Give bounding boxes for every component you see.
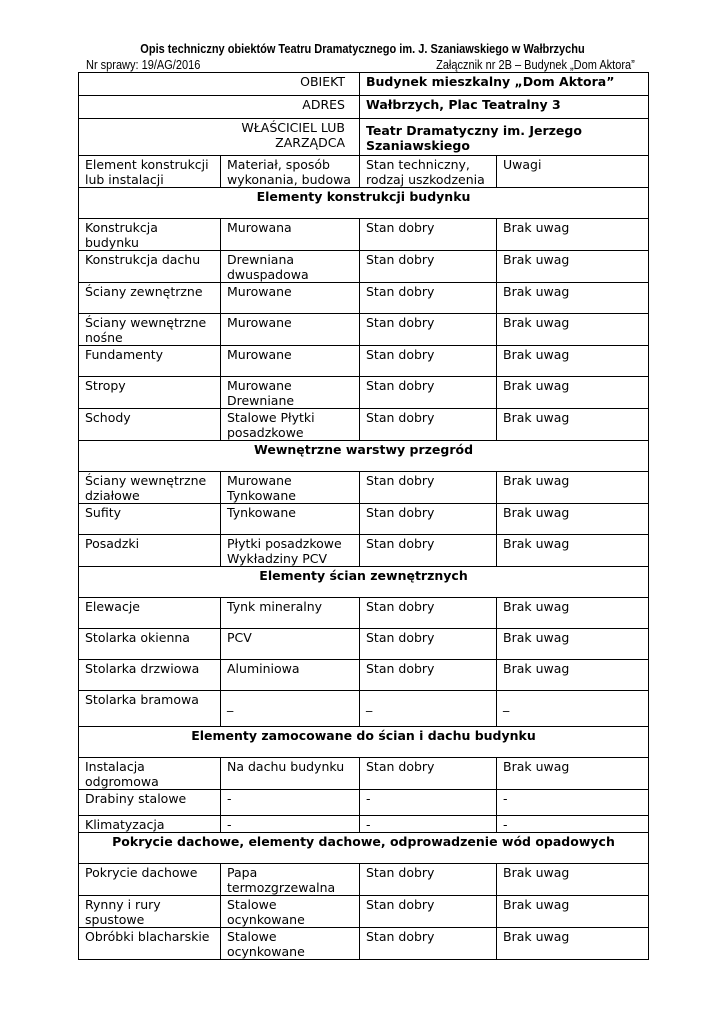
cell-material: Drewniana dwuspadowa: [221, 251, 360, 283]
cell-state: -: [360, 790, 497, 816]
cell-notes: Brak uwag: [497, 864, 649, 896]
table-row: [79, 598, 649, 629]
table-row: [79, 535, 649, 567]
cell-element: Sufity: [79, 504, 221, 535]
col-header-element-l1: Element konstrukcji: [85, 157, 209, 172]
table-row: [79, 472, 649, 504]
cell-notes: Brak uwag: [497, 535, 649, 567]
cell-state: Stan dobry: [360, 219, 497, 251]
table-row: [79, 896, 649, 928]
cell-element: Schody: [79, 409, 221, 441]
col-header-state: [360, 156, 497, 188]
cell-material: Murowane Tynkowane: [221, 472, 360, 504]
cell-notes: Brak uwag: [497, 219, 649, 251]
table-row: [79, 864, 649, 896]
cell-material: Tynk mineralny: [221, 598, 360, 629]
owner-label: [79, 119, 360, 156]
cell-notes: Brak uwag: [497, 598, 649, 629]
cell-notes: Brak uwag: [497, 283, 649, 314]
cell-element: Ściany wewnętrzne nośne: [79, 314, 221, 346]
cell-state: Stan dobry: [360, 896, 497, 928]
cell-notes: Brak uwag: [497, 928, 649, 960]
cell-element: Fundamenty: [79, 346, 221, 377]
section-title: Elementy konstrukcji budynku: [79, 188, 649, 219]
col-header-material: [221, 156, 360, 188]
adres-label: ADRES: [79, 96, 360, 119]
cell-element: Klimatyzacja: [79, 816, 221, 833]
section-header-row: [79, 833, 649, 864]
section-header-row: [79, 188, 649, 219]
col-header-material-l2: wykonania, budowa: [227, 172, 351, 187]
cell-element: Stolarka drzwiowa: [79, 660, 221, 691]
table-row: [79, 409, 649, 441]
cell-notes: Brak uwag: [497, 504, 649, 535]
cell-element: Ściany zewnętrzne: [79, 283, 221, 314]
cell-state: -: [360, 816, 497, 833]
cell-notes: Brak uwag: [497, 629, 649, 660]
cell-element: Elewacje: [79, 598, 221, 629]
cell-material: Stalowe ocynkowane: [221, 928, 360, 960]
cell-state: Stan dobry: [360, 314, 497, 346]
table-row: [79, 660, 649, 691]
cell-material: Murowane Drewniane: [221, 377, 360, 409]
section-title: Wewnętrzne warstwy przegród: [79, 441, 649, 472]
table-row: [79, 219, 649, 251]
cell-state: Stan dobry: [360, 504, 497, 535]
page-title: Opis techniczny obiektów Teatru Dramatycznego im. J. Szaniawskiego w Wałbrzychu: [140, 42, 585, 56]
cell-material: Stalowe Płytki posadzkowe: [221, 409, 360, 441]
cell-state: Stan dobry: [360, 472, 497, 504]
cell-notes: Brak uwag: [497, 377, 649, 409]
technical-description-table: [78, 72, 649, 960]
table-row: [79, 928, 649, 960]
cell-state: Stan dobry: [360, 928, 497, 960]
cell-material: Papa termozgrzewalna: [221, 864, 360, 896]
cell-state: Stan dobry: [360, 598, 497, 629]
table-row: [79, 816, 649, 833]
cell-element: Stropy: [79, 377, 221, 409]
cell-state: Stan dobry: [360, 346, 497, 377]
cell-material: Aluminiowa: [221, 660, 360, 691]
table-row: [79, 790, 649, 816]
cell-state: Stan dobry: [360, 629, 497, 660]
cell-notes: Brak uwag: [497, 660, 649, 691]
cell-element: Stolarka okienna: [79, 629, 221, 660]
cell-state: Stan dobry: [360, 660, 497, 691]
info-row-adres: [79, 96, 649, 119]
table-row: [79, 346, 649, 377]
cell-notes: -: [497, 790, 649, 816]
cell-element: Konstrukcja budynku: [79, 219, 221, 251]
cell-notes: Brak uwag: [497, 896, 649, 928]
cell-element: Rynny i rury spustowe: [79, 896, 221, 928]
adres-value: Wałbrzych, Plac Teatralny 3: [360, 96, 649, 119]
table-row: [79, 629, 649, 660]
col-header-element-l2: lub instalacji: [85, 172, 164, 187]
col-header-state-l2: rodzaj uszkodzenia: [366, 172, 485, 187]
attachment-label: Załącznik nr 2B – Budynek „Dom Aktora”: [436, 58, 635, 72]
section-header-row: [79, 727, 649, 758]
cell-element: Posadzki: [79, 535, 221, 567]
info-row-obiekt: [79, 73, 649, 96]
cell-notes: Brak uwag: [497, 346, 649, 377]
cell-state: Stan dobry: [360, 283, 497, 314]
cell-material: Murowane: [221, 283, 360, 314]
cell-notes: Brak uwag: [497, 251, 649, 283]
cell-material: Na dachu budynku: [221, 758, 360, 790]
table-row: [79, 377, 649, 409]
col-header-element: [79, 156, 221, 188]
cell-material: -: [221, 790, 360, 816]
owner-label-line1: WŁAŚCICIEL LUB: [241, 120, 345, 135]
cell-element: Instalacja odgromowa: [79, 758, 221, 790]
table-row: [79, 504, 649, 535]
cell-material: Płytki posadzkowe Wykładziny PCV: [221, 535, 360, 567]
cell-material: PCV: [221, 629, 360, 660]
section-title: Elementy zamocowane do ścian i dachu budynku: [79, 727, 649, 758]
cell-state: Stan dobry: [360, 864, 497, 896]
cell-notes: _: [497, 691, 649, 727]
cell-state: Stan dobry: [360, 409, 497, 441]
section-header-row: [79, 567, 649, 598]
cell-element: Stolarka bramowa: [79, 691, 221, 727]
cell-material: -: [221, 816, 360, 833]
cell-notes: Brak uwag: [497, 758, 649, 790]
case-number: Nr sprawy: 19/AG/2016: [86, 58, 201, 72]
cell-material: Murowane: [221, 346, 360, 377]
table-row: [79, 758, 649, 790]
section-header-row: [79, 441, 649, 472]
cell-element: Pokrycie dachowe: [79, 864, 221, 896]
obiekt-label: OBIEKT: [79, 73, 360, 96]
cell-notes: Brak uwag: [497, 409, 649, 441]
cell-state: Stan dobry: [360, 535, 497, 567]
cell-state: Stan dobry: [360, 251, 497, 283]
section-title: Elementy ścian zewnętrznych: [79, 567, 649, 598]
cell-material: Tynkowane: [221, 504, 360, 535]
cell-element: Drabiny stalowe: [79, 790, 221, 816]
table-row: [79, 314, 649, 346]
cell-notes: Brak uwag: [497, 472, 649, 504]
cell-element: Obróbki blacharskie: [79, 928, 221, 960]
cell-state: Stan dobry: [360, 377, 497, 409]
cell-notes: -: [497, 816, 649, 833]
cell-notes: Brak uwag: [497, 314, 649, 346]
section-title: Pokrycie dachowe, elementy dachowe, odprowadzenie wód opadowych: [79, 833, 649, 864]
cell-state: Stan dobry: [360, 758, 497, 790]
col-header-notes: Uwagi: [497, 156, 649, 188]
cell-material: Murowane: [221, 314, 360, 346]
info-row-owner: [79, 119, 649, 156]
table-row: [79, 283, 649, 314]
cell-material: Stalowe ocynkowane: [221, 896, 360, 928]
obiekt-value: Budynek mieszkalny „Dom Aktora”: [360, 73, 649, 96]
table-row: [79, 251, 649, 283]
cell-element: Ściany wewnętrzne działowe: [79, 472, 221, 504]
col-header-material-l1: Materiał, sposób: [227, 157, 330, 172]
owner-label-line2: ZARZĄDCA: [275, 135, 345, 150]
column-header-row: [79, 156, 649, 188]
cell-material: _: [221, 691, 360, 727]
owner-value: Teatr Dramatyczny im. Jerzego Szaniawskiego: [360, 119, 649, 156]
cell-state: _: [360, 691, 497, 727]
cell-element: Konstrukcja dachu: [79, 251, 221, 283]
table-row: [79, 691, 649, 727]
col-header-state-l1: Stan techniczny,: [366, 157, 470, 172]
cell-material: Murowana: [221, 219, 360, 251]
